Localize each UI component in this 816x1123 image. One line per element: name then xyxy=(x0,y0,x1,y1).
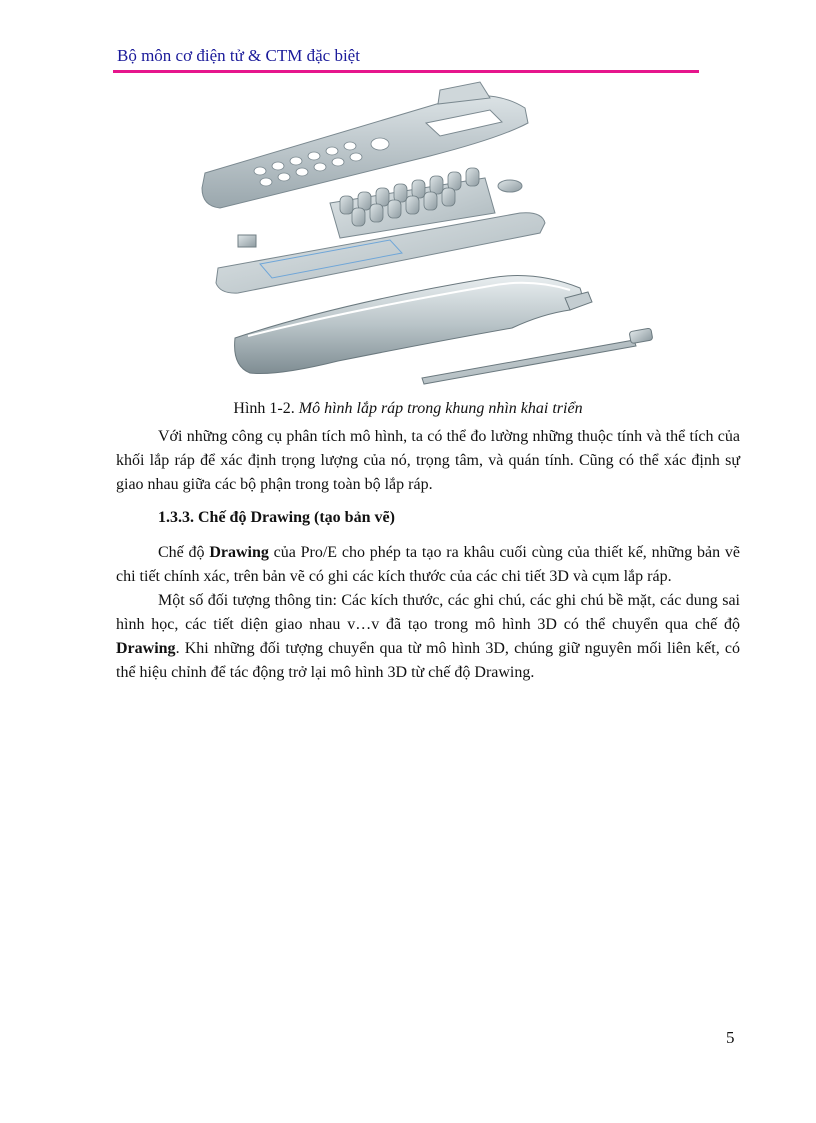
small-chip-part xyxy=(238,235,256,247)
section-heading: 1.3.3. Chế độ Drawing (tạo bản vẽ) xyxy=(158,509,395,526)
paragraph-drawing-mode xyxy=(116,541,740,589)
paragraph-analysis: Với những công cụ phân tích mô hình, ta có thể đo lường những thuộc tính và thể tích của khối lắp ráp để xác định trọng lượng của nó, trọng tâm, và quán tính. Cũng có thể xác định sự giao nhau giữa các bộ phận trong toàn bộ lắp ráp. xyxy=(116,428,740,493)
figure-caption xyxy=(0,400,816,418)
page-number: 5 xyxy=(726,1028,735,1047)
para2-text-before: Chế độ xyxy=(158,544,210,561)
para2-bold-term: Drawing xyxy=(209,544,269,561)
small-button-part xyxy=(498,180,522,192)
header-rule xyxy=(113,70,699,73)
para3-text-after: . Khi những đối tượng chuyển qua từ mô hình 3D, chúng giữ nguyên mối liên kết, có thể hiệu chỉnh để tác động trở lại mô hình 3D từ chế độ Drawing. xyxy=(116,640,740,681)
para2-text-after: của Pro/E cho phép ta tạo ra khâu cuối cùng của thiết kế, những bản vẽ chi tiết chính xác, trên bản vẽ có ghi các kích thước của các chi tiết 3D và cụm lắp ráp. xyxy=(116,544,740,585)
exploded-assembly-figure xyxy=(190,78,670,400)
running-header: Bộ môn cơ điện tử & CTM đặc biệt xyxy=(117,46,360,65)
paragraph-information-objects xyxy=(116,589,740,685)
main-content xyxy=(116,425,740,685)
para3-text-before: Một số đối tượng thông tin: Các kích thước, các ghi chú, các ghi chú bề mặt, các dung sai hình học, các tiết diện giao nhau v…v đã tạo trong mô hình 3D có thể chuyển qua chế độ xyxy=(116,592,740,633)
figure-caption-text: Mô hình lắp ráp trong khung nhìn khai triển xyxy=(298,400,583,417)
figure-label: Hình 1-2. xyxy=(233,400,295,417)
para3-bold-term: Drawing xyxy=(116,640,176,657)
